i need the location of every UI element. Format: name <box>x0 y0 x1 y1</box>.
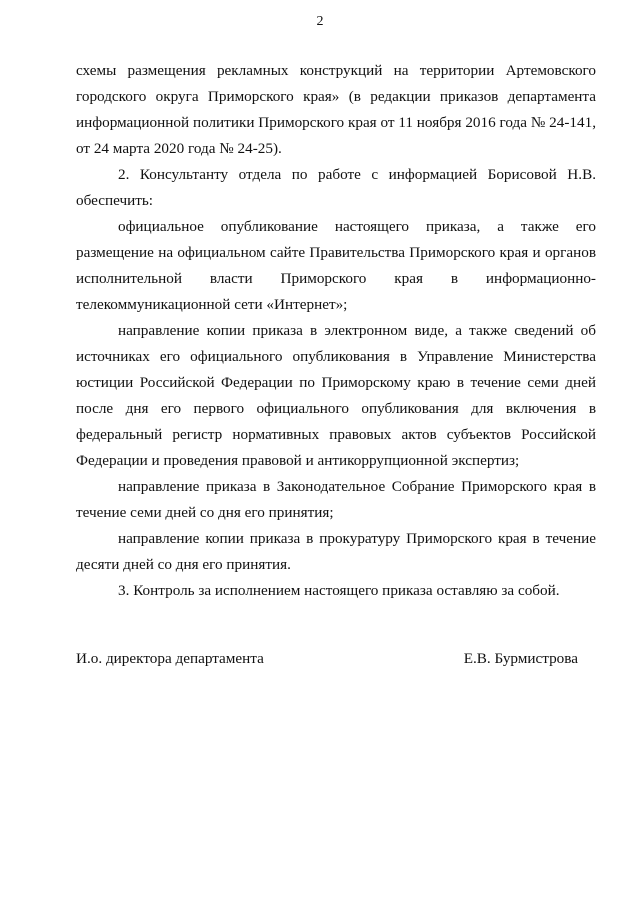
paragraph-legislative-assembly: направление приказа в Законодательное Собрание Приморского края в течение семи дней со дня его принятия; <box>76 478 596 521</box>
paragraph-item-2: 2. Консультанту отдела по работе с информацией Борисовой Н.В. обеспечить: <box>76 166 596 209</box>
signatory-position: И.о. директора департамента <box>76 650 264 667</box>
paragraph-prosecutor: направление копии приказа в прокуратуру Приморского края в течение десяти дней со дня его принятия. <box>76 530 596 573</box>
document-body <box>76 58 596 604</box>
page-number: 2 <box>316 14 324 29</box>
paragraph-continuation: схемы размещения рекламных конструкций на территории Артемовского городского округа Приморского края» (в редакции приказов департамента информационной политики Приморского края от 11 ноября 2016 года № 24-141, от 24 марта 2020 года № 24-25). <box>76 62 596 157</box>
paragraph-publication: официальное опубликование настоящего приказа, а также его размещение на официальном сайте Правительства Приморского края и органов исполнительной власти Приморского края в информационно-телекоммуникационной сети «Интернет»; <box>76 218 596 313</box>
signatory-name: Е.В. Бурмистрова <box>463 650 578 667</box>
paragraph-item-3: 3. Контроль за исполнением настоящего приказа оставляю за собой. <box>118 582 560 599</box>
signature-block <box>76 647 578 671</box>
paragraph-ministry-of-justice: направление копии приказа в электронном виде, а также сведений об источниках его официального опубликования в Управление Министерства юстиции Российской Федерации по Приморскому краю в течение семи дней после дня его первого официального опубликования для включения в федеральный регистр нормативных правовых актов субъектов Российской Федерации и проведения правовой и антикоррупционной экспертиз; <box>76 322 596 469</box>
